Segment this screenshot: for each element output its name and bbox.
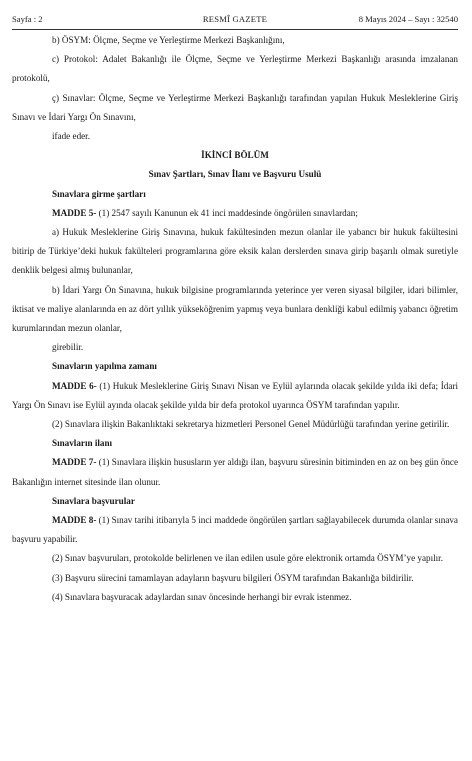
section-subtitle: Sınav Şartları, Sınav İlanı ve Başvuru Usulü bbox=[148, 169, 322, 180]
section-title: İKİNCİ BÖLÜM bbox=[201, 150, 269, 161]
definition-c: c) Protokol: Adalet Bakanlığı ile Ölçme, Seçme ve Yerleştirme Merkezi Başkanlığı arasında imzalanan protokolü, bbox=[12, 54, 458, 84]
article-6-text: (1) Hukuk Mesleklerine Giriş Sınavı Nisan ve Eylül aylarında olacak şekilde yılda iki defa; İdari Yargı Ön Sınavı ise Eylül ayında olacak şekilde yılda bir defa protokol uyarınca ÖSYM tarafından yapılır. bbox=[12, 380, 458, 410]
date-issue: 8 Mayıs 2024 – Sayı : 32540 bbox=[358, 14, 458, 24]
article-7-para-1 bbox=[12, 453, 458, 491]
article-heading-8: Sınavlara başvurular bbox=[52, 495, 135, 506]
article-8-para-4: (4) Sınavlara başvuracak adaylardan sınav öncesinde herhangi bir evrak istenmez. bbox=[52, 591, 352, 602]
page-header bbox=[12, 11, 458, 27]
article-heading-5: Sınavlara girme şartları bbox=[52, 188, 146, 199]
article-heading-7: Sınavların ilanı bbox=[52, 438, 113, 449]
article-8-para-2: (2) Sınav başvuruları, protokolde belirlenen ve ilan edilen usule göre elektronik ortamda ÖSYM’ye yapılır. bbox=[52, 553, 444, 564]
article-8-para-3: (3) Başvuru sürecini tamamlayan adayların başvuru bilgileri ÖSYM tarafından Bakanlığa bildirilir. bbox=[52, 572, 414, 583]
definition-c-cedilla: ç) Sınavlar: Ölçme, Seçme ve Yerleştirme Merkezi Başkanlığı tarafından yapılan Hukuk Mesleklerine Giriş Sınavı ve İdari Yargı Ön Sınavını, bbox=[12, 92, 458, 122]
article-6-label: MADDE 6- bbox=[52, 380, 97, 391]
article-6-para-1 bbox=[12, 377, 458, 415]
page-number: Sayfa : 2 bbox=[12, 14, 43, 24]
article-5-label: MADDE 5- bbox=[52, 207, 97, 218]
gazette-title: RESMÎ GAZETE bbox=[202, 14, 268, 24]
article-heading-6: Sınavların yapılma zamanı bbox=[52, 361, 157, 372]
article-8-label: MADDE 8- bbox=[52, 515, 97, 526]
definition-closing: ifade eder. bbox=[52, 131, 90, 142]
article-5-item-a: a) Hukuk Mesleklerine Giriş Sınavına, hukuk fakültesinden mezun olanlar ile yabancı bir hukuk fakültesini bitirip de Türkiye’deki hukuk fakülteleri programlarına göre eksik kalan derslerden sınava girip başarılı olmak suretiyle denklik belgesi almış bulunanlar, bbox=[12, 227, 458, 276]
definition-b: b) ÖSYM: Ölçme, Seçme ve Yerleştirme Merkezi Başkanlığını, bbox=[52, 35, 285, 45]
article-5-item-b: b) İdari Yargı Ön Sınavına, hukuk bilgisine programlarında yeterince yer veren siyasal bilgiler, idari bilimler, iktisat ve maliye alanlarında en az dört yıllık yükseköğrenim yapmış veya bunlara denkliği kabul edilmiş yabancı öğretim kurumlarından mezun olanlar, bbox=[12, 284, 458, 334]
article-5-text: (1) 2547 sayılı Kanunun ek 41 inci maddesinde öngörülen sınavlardan; bbox=[96, 207, 358, 218]
article-5-closing: girebilir. bbox=[52, 342, 84, 353]
article-7-label: MADDE 7- bbox=[52, 457, 97, 468]
document-body bbox=[12, 31, 458, 607]
article-5-para-1 bbox=[12, 204, 458, 223]
article-6-para-2: (2) Sınavlara ilişkin Bakanlıktaki sekretarya hizmetleri Personel Genel Müdürlüğü tarafından yerine getirilir. bbox=[52, 419, 450, 430]
article-7-text: (1) Sınavlara ilişkin hususların yer aldığı ilan, başvuru süresinin bitiminden en az on beş gün önce Bakanlığın internet sitesinde ilan olunur. bbox=[12, 457, 458, 487]
article-8-para-1 bbox=[12, 511, 458, 549]
header-rule bbox=[12, 29, 458, 30]
article-8-text: (1) Sınav tarihi itibarıyla 5 inci maddede öngörülen şartları sağlayabilecek durumda olanlar sınava başvuru yapabilir. bbox=[12, 515, 458, 545]
